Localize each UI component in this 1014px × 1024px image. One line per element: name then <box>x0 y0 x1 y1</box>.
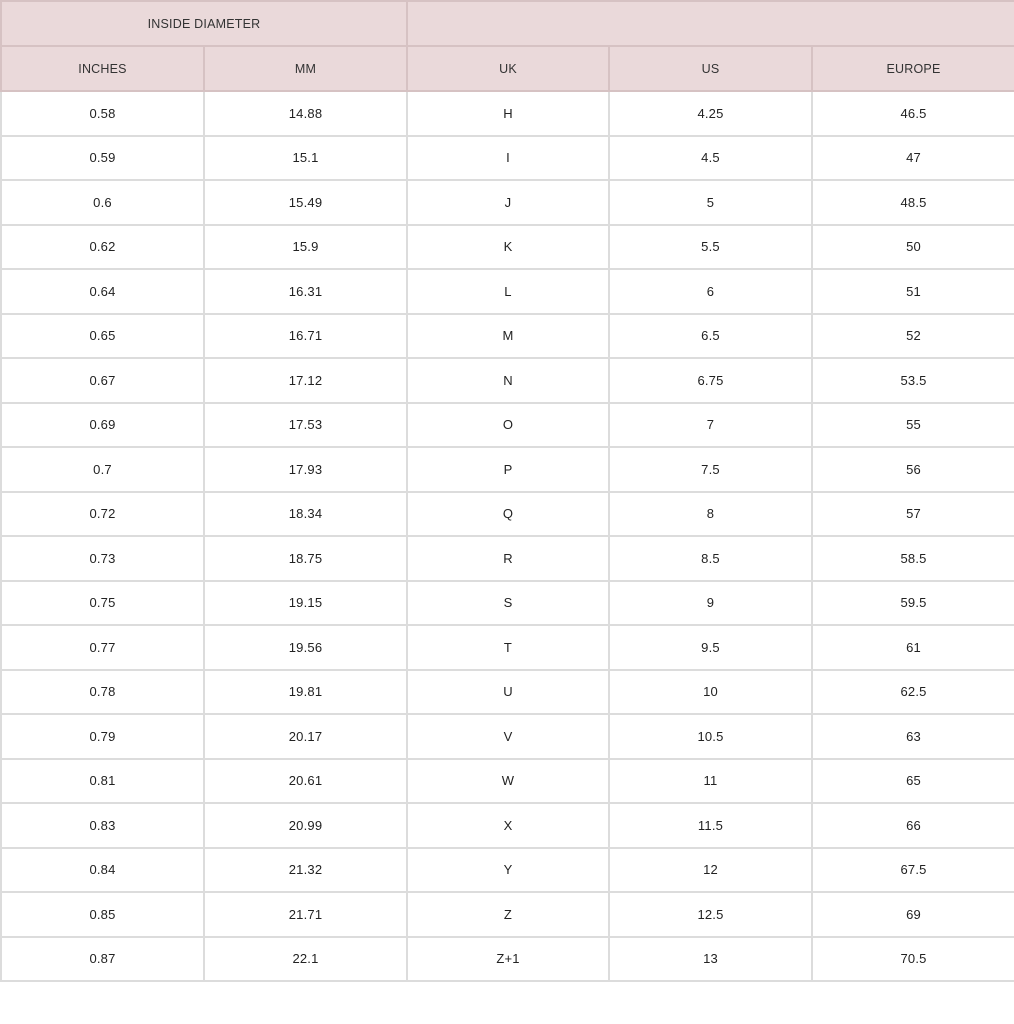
cell-us: 4.25 <box>609 91 812 136</box>
cell-us: 7.5 <box>609 447 812 492</box>
cell-us: 11.5 <box>609 803 812 848</box>
cell-inches: 0.79 <box>1 714 204 759</box>
cell-us: 5 <box>609 180 812 225</box>
cell-mm: 20.61 <box>204 759 407 804</box>
cell-mm: 18.34 <box>204 492 407 537</box>
cell-uk: I <box>407 136 609 181</box>
cell-mm: 14.88 <box>204 91 407 136</box>
group-header-sizes <box>407 1 1014 46</box>
cell-uk: P <box>407 447 609 492</box>
cell-uk: Q <box>407 492 609 537</box>
cell-europe: 66 <box>812 803 1014 848</box>
cell-mm: 20.17 <box>204 714 407 759</box>
cell-mm: 19.15 <box>204 581 407 626</box>
cell-uk: K <box>407 225 609 270</box>
cell-europe: 70.5 <box>812 937 1014 982</box>
cell-inches: 0.73 <box>1 536 204 581</box>
cell-europe: 52 <box>812 314 1014 359</box>
cell-mm: 19.56 <box>204 625 407 670</box>
table-row <box>1 848 1014 893</box>
cell-inches: 0.72 <box>1 492 204 537</box>
cell-inches: 0.6 <box>1 180 204 225</box>
table-row <box>1 358 1014 403</box>
cell-inches: 0.64 <box>1 269 204 314</box>
cell-inches: 0.58 <box>1 91 204 136</box>
cell-europe: 63 <box>812 714 1014 759</box>
cell-mm: 22.1 <box>204 937 407 982</box>
table-row <box>1 136 1014 181</box>
cell-uk: W <box>407 759 609 804</box>
table-body <box>1 91 1014 981</box>
cell-europe: 53.5 <box>812 358 1014 403</box>
cell-us: 6.75 <box>609 358 812 403</box>
table-row <box>1 625 1014 670</box>
cell-mm: 21.71 <box>204 892 407 937</box>
cell-mm: 17.12 <box>204 358 407 403</box>
cell-inches: 0.87 <box>1 937 204 982</box>
cell-uk: L <box>407 269 609 314</box>
table-row <box>1 581 1014 626</box>
cell-us: 13 <box>609 937 812 982</box>
table-row <box>1 670 1014 715</box>
cell-inches: 0.69 <box>1 403 204 448</box>
cell-uk: V <box>407 714 609 759</box>
table-row <box>1 803 1014 848</box>
cell-inches: 0.75 <box>1 581 204 626</box>
cell-mm: 18.75 <box>204 536 407 581</box>
cell-inches: 0.83 <box>1 803 204 848</box>
cell-uk: Z <box>407 892 609 937</box>
cell-us: 9 <box>609 581 812 626</box>
table-row <box>1 759 1014 804</box>
cell-us: 12.5 <box>609 892 812 937</box>
cell-inches: 0.81 <box>1 759 204 804</box>
cell-us: 8 <box>609 492 812 537</box>
table-row <box>1 714 1014 759</box>
cell-europe: 46.5 <box>812 91 1014 136</box>
table-row <box>1 892 1014 937</box>
table-header <box>1 1 1014 91</box>
column-header-europe: EUROPE <box>812 46 1014 91</box>
cell-us: 10.5 <box>609 714 812 759</box>
cell-europe: 47 <box>812 136 1014 181</box>
cell-europe: 58.5 <box>812 536 1014 581</box>
cell-inches: 0.67 <box>1 358 204 403</box>
cell-uk: N <box>407 358 609 403</box>
group-header-row <box>1 1 1014 46</box>
cell-us: 11 <box>609 759 812 804</box>
cell-mm: 20.99 <box>204 803 407 848</box>
cell-uk: R <box>407 536 609 581</box>
cell-us: 6.5 <box>609 314 812 359</box>
table-row <box>1 314 1014 359</box>
table-row <box>1 937 1014 982</box>
cell-mm: 17.53 <box>204 403 407 448</box>
cell-mm: 21.32 <box>204 848 407 893</box>
column-header-uk: UK <box>407 46 609 91</box>
table-row <box>1 492 1014 537</box>
cell-inches: 0.7 <box>1 447 204 492</box>
cell-uk: S <box>407 581 609 626</box>
cell-uk: U <box>407 670 609 715</box>
cell-us: 7 <box>609 403 812 448</box>
cell-mm: 15.49 <box>204 180 407 225</box>
cell-inches: 0.78 <box>1 670 204 715</box>
column-header-us: US <box>609 46 812 91</box>
cell-uk: M <box>407 314 609 359</box>
cell-us: 12 <box>609 848 812 893</box>
table-row <box>1 91 1014 136</box>
cell-uk: X <box>407 803 609 848</box>
column-header-mm: MM <box>204 46 407 91</box>
cell-us: 6 <box>609 269 812 314</box>
cell-us: 5.5 <box>609 225 812 270</box>
cell-inches: 0.59 <box>1 136 204 181</box>
table-row <box>1 403 1014 448</box>
cell-inches: 0.85 <box>1 892 204 937</box>
cell-uk: Z+1 <box>407 937 609 982</box>
cell-mm: 16.31 <box>204 269 407 314</box>
column-header-row <box>1 46 1014 91</box>
table-row <box>1 225 1014 270</box>
cell-uk: H <box>407 91 609 136</box>
cell-us: 9.5 <box>609 625 812 670</box>
cell-uk: O <box>407 403 609 448</box>
column-header-inches: INCHES <box>1 46 204 91</box>
cell-europe: 65 <box>812 759 1014 804</box>
cell-inches: 0.65 <box>1 314 204 359</box>
cell-europe: 69 <box>812 892 1014 937</box>
cell-us: 10 <box>609 670 812 715</box>
table-row <box>1 536 1014 581</box>
cell-uk: T <box>407 625 609 670</box>
table-row <box>1 447 1014 492</box>
cell-mm: 15.1 <box>204 136 407 181</box>
cell-us: 4.5 <box>609 136 812 181</box>
cell-europe: 59.5 <box>812 581 1014 626</box>
cell-uk: Y <box>407 848 609 893</box>
cell-europe: 61 <box>812 625 1014 670</box>
cell-europe: 51 <box>812 269 1014 314</box>
group-header-inside-diameter: INSIDE DIAMETER <box>1 1 407 46</box>
table-row <box>1 180 1014 225</box>
cell-europe: 48.5 <box>812 180 1014 225</box>
table-row <box>1 269 1014 314</box>
cell-europe: 57 <box>812 492 1014 537</box>
cell-europe: 50 <box>812 225 1014 270</box>
cell-uk: J <box>407 180 609 225</box>
cell-europe: 62.5 <box>812 670 1014 715</box>
cell-europe: 55 <box>812 403 1014 448</box>
cell-mm: 16.71 <box>204 314 407 359</box>
cell-us: 8.5 <box>609 536 812 581</box>
cell-inches: 0.77 <box>1 625 204 670</box>
cell-inches: 0.84 <box>1 848 204 893</box>
cell-mm: 19.81 <box>204 670 407 715</box>
cell-inches: 0.62 <box>1 225 204 270</box>
cell-europe: 56 <box>812 447 1014 492</box>
cell-mm: 15.9 <box>204 225 407 270</box>
cell-mm: 17.93 <box>204 447 407 492</box>
cell-europe: 67.5 <box>812 848 1014 893</box>
